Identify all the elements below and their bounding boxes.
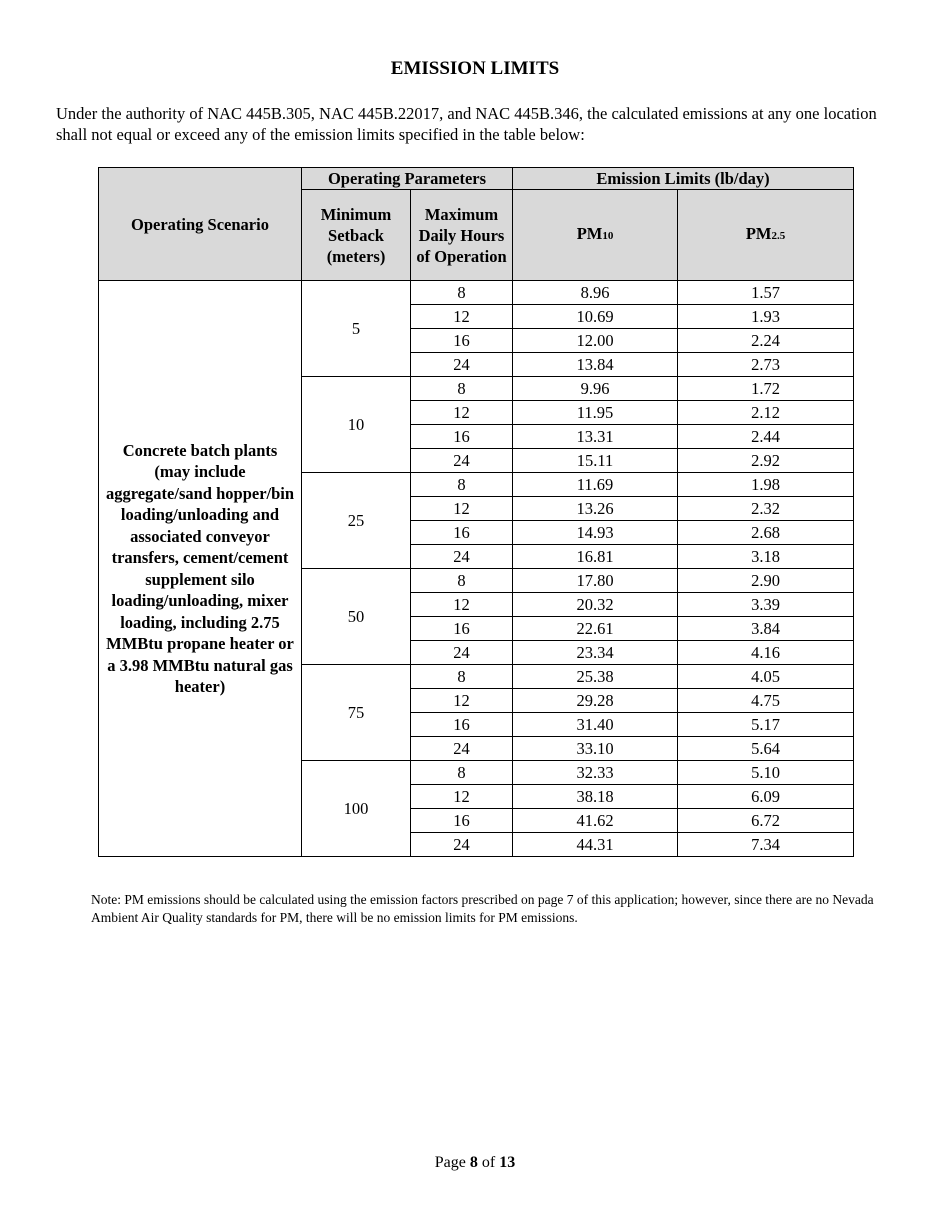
- pm10-cell: 25.38: [513, 665, 678, 689]
- header-minimum-setback: Minimum Setback (meters): [302, 190, 411, 281]
- pm25-cell: 6.09: [678, 785, 854, 809]
- hours-cell: 24: [411, 353, 513, 377]
- pm25-cell: 5.64: [678, 737, 854, 761]
- intro-paragraph: Under the authority of NAC 445B.305, NAC 445B.22017, and NAC 445B.346, the calculated emissions at any one location shall not equal or exceed any of the emission limits specified in the table below:: [56, 104, 877, 144]
- pm10-cell: 23.34: [513, 641, 678, 665]
- pm10-cell: 13.31: [513, 425, 678, 449]
- setback-cell: 10: [302, 377, 411, 473]
- pm25-cell: 4.16: [678, 641, 854, 665]
- pm25-cell: 6.72: [678, 809, 854, 833]
- pm25-cell: 2.24: [678, 329, 854, 353]
- pm25-label: PM: [745, 224, 772, 243]
- setback-cell: 5: [302, 281, 411, 377]
- pm10-cell: 11.69: [513, 473, 678, 497]
- pm10-subscript: 10: [602, 230, 614, 242]
- hours-cell: 16: [411, 425, 513, 449]
- hours-cell: 12: [411, 785, 513, 809]
- pm25-cell: 2.32: [678, 497, 854, 521]
- pm25-subscript: 2.5: [771, 230, 786, 242]
- header-operating-parameters: Operating Parameters: [302, 168, 513, 190]
- hours-cell: 12: [411, 401, 513, 425]
- hours-cell: 8: [411, 665, 513, 689]
- page-footer: [0, 1154, 950, 1172]
- header-max-daily-hours: Maximum Daily Hours of Operation: [411, 190, 513, 281]
- hours-cell: 8: [411, 281, 513, 305]
- pm25-cell: 3.39: [678, 593, 854, 617]
- table-row: [99, 281, 854, 305]
- pm10-cell: 13.26: [513, 497, 678, 521]
- header-operating-scenario: Operating Scenario: [99, 168, 302, 281]
- pm10-cell: 17.80: [513, 569, 678, 593]
- pm10-cell: 8.96: [513, 281, 678, 305]
- header-pm25: [678, 190, 854, 281]
- pm25-cell: 4.75: [678, 689, 854, 713]
- pm10-cell: 11.95: [513, 401, 678, 425]
- pm10-cell: 33.10: [513, 737, 678, 761]
- pm25-cell: 4.05: [678, 665, 854, 689]
- pm10-cell: 20.32: [513, 593, 678, 617]
- header-pm10: [513, 190, 678, 281]
- footer-current-page: 8: [469, 1154, 478, 1171]
- pm25-cell: 1.72: [678, 377, 854, 401]
- hours-cell: 16: [411, 809, 513, 833]
- hours-cell: 16: [411, 521, 513, 545]
- pm25-cell: 2.90: [678, 569, 854, 593]
- table-body: [99, 281, 854, 857]
- emission-limits-table: [98, 167, 854, 857]
- hours-cell: 24: [411, 545, 513, 569]
- pm10-cell: 29.28: [513, 689, 678, 713]
- pm25-cell: 7.34: [678, 833, 854, 857]
- footer-middle: of: [477, 1154, 500, 1171]
- pm10-cell: 14.93: [513, 521, 678, 545]
- pm10-label: PM: [576, 224, 603, 243]
- hours-cell: 24: [411, 449, 513, 473]
- pm10-cell: 12.00: [513, 329, 678, 353]
- pm25-cell: 1.98: [678, 473, 854, 497]
- pm25-cell: 1.93: [678, 305, 854, 329]
- footnote: Note: PM emissions should be calculated using the emission factors prescribed on page 7 of this application; however, since there are no Nevada Ambient Air Quality standards for PM, there will be no emission limits for PM emissions.: [91, 892, 874, 925]
- hours-cell: 12: [411, 593, 513, 617]
- pm10-cell: 32.33: [513, 761, 678, 785]
- pm25-cell: 2.12: [678, 401, 854, 425]
- header-emission-limits: Emission Limits (lb/day): [513, 168, 854, 190]
- pm10-cell: 22.61: [513, 617, 678, 641]
- hours-cell: 12: [411, 305, 513, 329]
- pm10-cell: 41.62: [513, 809, 678, 833]
- pm10-cell: 10.69: [513, 305, 678, 329]
- pm10-cell: 15.11: [513, 449, 678, 473]
- hours-cell: 24: [411, 737, 513, 761]
- pm25-cell: 2.44: [678, 425, 854, 449]
- pm25-cell: 3.18: [678, 545, 854, 569]
- page-title: EMISSION LIMITS: [390, 58, 560, 79]
- pm25-cell: 2.92: [678, 449, 854, 473]
- hours-cell: 8: [411, 473, 513, 497]
- hours-cell: 8: [411, 377, 513, 401]
- hours-cell: 16: [411, 617, 513, 641]
- pm10-cell: 38.18: [513, 785, 678, 809]
- hours-cell: 24: [411, 641, 513, 665]
- hours-cell: 16: [411, 713, 513, 737]
- hours-cell: 24: [411, 833, 513, 857]
- setback-cell: 100: [302, 761, 411, 857]
- pm10-cell: 31.40: [513, 713, 678, 737]
- setback-cell: 75: [302, 665, 411, 761]
- pm25-cell: 5.10: [678, 761, 854, 785]
- pm10-cell: 13.84: [513, 353, 678, 377]
- setback-cell: 25: [302, 473, 411, 569]
- hours-cell: 8: [411, 569, 513, 593]
- operating-scenario-cell: Concrete batch plants (may include aggregate/sand hopper/bin loading/unloading and associated conveyor transfers, cement/cement supplement silo loading/unloading, mixer loading, including 2.75 MMBtu propane heater or a 3.98 MMBtu natural gas heater): [99, 281, 302, 857]
- pm25-cell: 1.57: [678, 281, 854, 305]
- pm10-cell: 44.31: [513, 833, 678, 857]
- hours-cell: 8: [411, 761, 513, 785]
- footer-total-pages: 13: [499, 1154, 516, 1171]
- hours-cell: 12: [411, 689, 513, 713]
- pm10-cell: 16.81: [513, 545, 678, 569]
- pm25-cell: 2.73: [678, 353, 854, 377]
- pm10-cell: 9.96: [513, 377, 678, 401]
- pm25-cell: 2.68: [678, 521, 854, 545]
- pm25-cell: 5.17: [678, 713, 854, 737]
- setback-cell: 50: [302, 569, 411, 665]
- hours-cell: 16: [411, 329, 513, 353]
- footer-prefix: Page: [434, 1154, 470, 1171]
- hours-cell: 12: [411, 497, 513, 521]
- pm25-cell: 3.84: [678, 617, 854, 641]
